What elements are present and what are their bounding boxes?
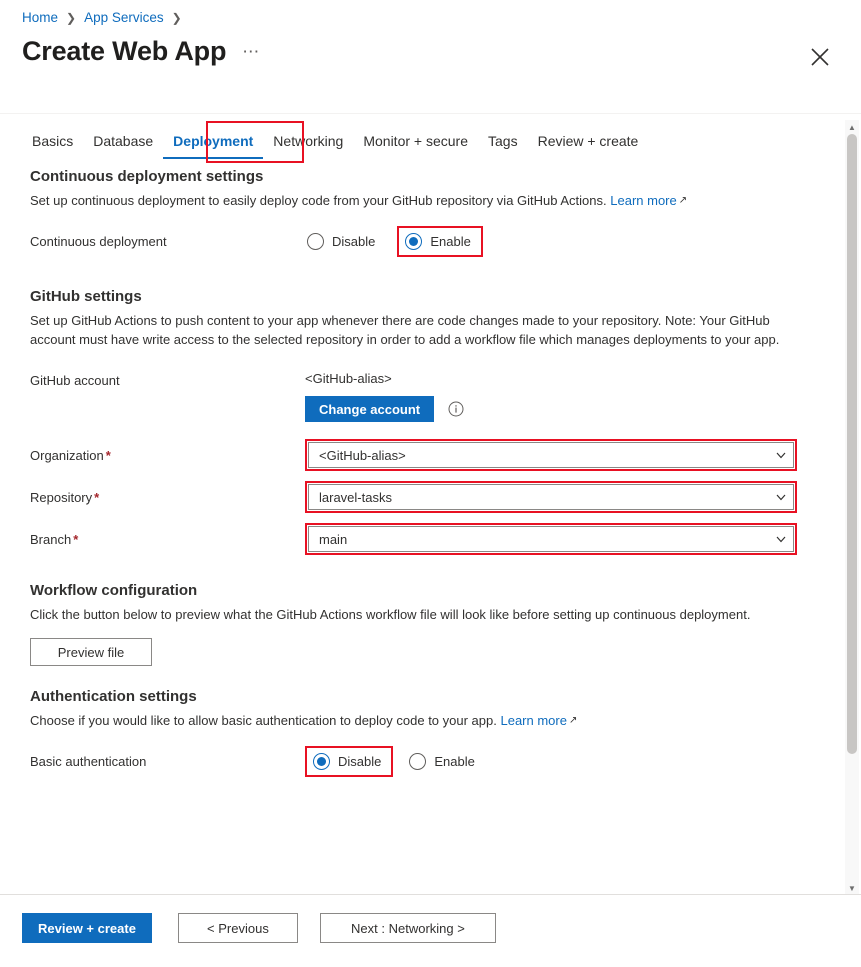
auth-radio-disable-label: Disable bbox=[338, 753, 382, 769]
organization-required-marker: * bbox=[105, 447, 111, 463]
tab-tags[interactable]: Tags bbox=[488, 133, 518, 149]
preview-file-button[interactable]: Preview file bbox=[30, 638, 152, 666]
tab-deployment[interactable]: Deployment bbox=[163, 130, 263, 159]
cd-radio-disable-label: Disable bbox=[332, 233, 376, 249]
auth-radio-enable-label: Enable bbox=[434, 753, 475, 769]
workflow-configuration-heading: Workflow configuration bbox=[30, 582, 198, 599]
breadcrumb-item-home[interactable]: Home bbox=[22, 10, 59, 25]
organization-label bbox=[30, 448, 305, 463]
branch-value: main bbox=[319, 531, 348, 547]
workflow-configuration-description: Click the button below to preview what the GitHub Actions workflow file will look like before setting up continuous deployment. bbox=[30, 607, 751, 622]
breadcrumb bbox=[22, 10, 190, 25]
tab-basics[interactable]: Basics bbox=[32, 133, 74, 149]
deployment-form bbox=[0, 168, 861, 895]
auth-description-text: Choose if you would like to allow basic authentication to deploy code to your app. bbox=[30, 713, 497, 728]
github-settings-heading: GitHub settings bbox=[30, 288, 142, 305]
vertical-scrollbar[interactable] bbox=[845, 120, 859, 895]
tab-database[interactable]: Database bbox=[93, 133, 154, 149]
cd-radio-enable-circle bbox=[405, 233, 422, 250]
github-settings-description: Set up GitHub Actions to push content to your app whenever there are code changes made to your repository. Note: Your GitHub account must have write access to the selected repository in order to add a workflow file which manages deployments to your app. bbox=[30, 313, 780, 347]
auth-radio-disable[interactable] bbox=[305, 746, 393, 777]
authentication-settings-heading: Authentication settings bbox=[30, 688, 197, 705]
github-account-field bbox=[30, 371, 861, 422]
preview-file-row bbox=[30, 638, 861, 666]
continuous-deployment-label: Continuous deployment bbox=[30, 233, 167, 249]
breadcrumb-chevron-icon: ❯ bbox=[66, 10, 77, 25]
header-divider bbox=[0, 113, 861, 114]
scrollbar-thumb[interactable] bbox=[847, 134, 857, 754]
page-title: Create Web App bbox=[22, 36, 227, 66]
tab-networking[interactable]: Networking bbox=[273, 133, 344, 149]
github-account-block bbox=[305, 371, 464, 422]
branch-highlight bbox=[305, 523, 797, 555]
repository-required-marker: * bbox=[94, 489, 100, 505]
branch-field bbox=[30, 522, 861, 556]
chevron-down-icon-3 bbox=[775, 533, 787, 545]
basic-authentication-label: Basic authentication bbox=[30, 753, 147, 769]
auth-learn-more-link[interactable]: Learn more bbox=[500, 713, 567, 728]
info-icon[interactable] bbox=[448, 401, 464, 417]
cd-radio-enable[interactable] bbox=[397, 226, 482, 257]
branch-dropdown[interactable] bbox=[308, 526, 794, 552]
scroll-up-arrow-icon[interactable]: ▲ bbox=[848, 122, 856, 132]
github-account-value: <GitHub-alias> bbox=[305, 371, 392, 386]
cd-learn-more-link[interactable]: Learn more bbox=[610, 193, 677, 208]
auth-radio-enable[interactable] bbox=[407, 749, 482, 774]
branch-required-marker: * bbox=[73, 531, 79, 547]
breadcrumb-chevron-icon-2: ❯ bbox=[171, 10, 182, 25]
repository-label-text: Repository bbox=[30, 489, 93, 505]
continuous-deployment-field bbox=[30, 226, 861, 256]
cd-radio-enable-label: Enable bbox=[430, 233, 471, 249]
organization-highlight bbox=[305, 439, 797, 471]
repository-field bbox=[30, 480, 861, 514]
organization-dropdown[interactable] bbox=[308, 442, 794, 468]
continuous-deployment-heading: Continuous deployment settings bbox=[30, 168, 264, 185]
organization-field bbox=[30, 438, 861, 472]
continuous-deployment-radio-group bbox=[305, 226, 483, 257]
cd-description-text: Set up continuous deployment to easily deploy code from your GitHub repository via GitHub Actions. bbox=[30, 193, 607, 208]
repository-value: laravel-tasks bbox=[319, 489, 392, 505]
change-account-button[interactable]: Change account bbox=[305, 396, 434, 422]
tab-monitor-secure[interactable]: Monitor + secure bbox=[363, 133, 468, 149]
previous-button[interactable]: < Previous bbox=[178, 913, 298, 943]
organization-value: <GitHub-alias> bbox=[319, 447, 406, 463]
tab-review-create[interactable]: Review + create bbox=[537, 133, 639, 149]
next-networking-button[interactable]: Next : Networking > bbox=[320, 913, 496, 943]
basic-authentication-radio-group bbox=[305, 746, 497, 777]
cd-radio-disable-circle bbox=[307, 233, 324, 250]
footer-bar bbox=[0, 894, 861, 967]
tab-bar bbox=[22, 130, 839, 164]
branch-label bbox=[30, 532, 305, 547]
breadcrumb-item-app-services[interactable]: App Services bbox=[84, 10, 164, 25]
basic-authentication-field bbox=[30, 746, 861, 776]
github-account-label: GitHub account bbox=[30, 373, 120, 388]
external-link-icon-2: ↗ bbox=[568, 715, 578, 726]
repository-label bbox=[30, 490, 305, 505]
branch-label-text: Branch bbox=[30, 531, 72, 547]
continuous-deployment-description bbox=[30, 191, 790, 212]
review-create-button[interactable]: Review + create bbox=[22, 913, 152, 943]
more-options-icon[interactable]: ⋯ bbox=[242, 42, 260, 61]
title-row bbox=[22, 36, 259, 67]
auth-radio-enable-circle bbox=[409, 753, 426, 770]
external-link-icon: ↗ bbox=[678, 195, 688, 206]
repository-dropdown[interactable] bbox=[308, 484, 794, 510]
scroll-down-arrow-icon[interactable]: ▼ bbox=[848, 883, 856, 893]
repository-highlight bbox=[305, 481, 797, 513]
change-account-row bbox=[305, 396, 464, 422]
organization-label-text: Organization bbox=[30, 447, 104, 463]
auth-radio-disable-circle bbox=[313, 753, 330, 770]
close-icon[interactable] bbox=[807, 44, 833, 70]
chevron-down-icon-2 bbox=[775, 491, 787, 503]
chevron-down-icon bbox=[775, 449, 787, 461]
cd-radio-disable[interactable] bbox=[305, 229, 383, 254]
authentication-settings-description bbox=[30, 711, 790, 732]
